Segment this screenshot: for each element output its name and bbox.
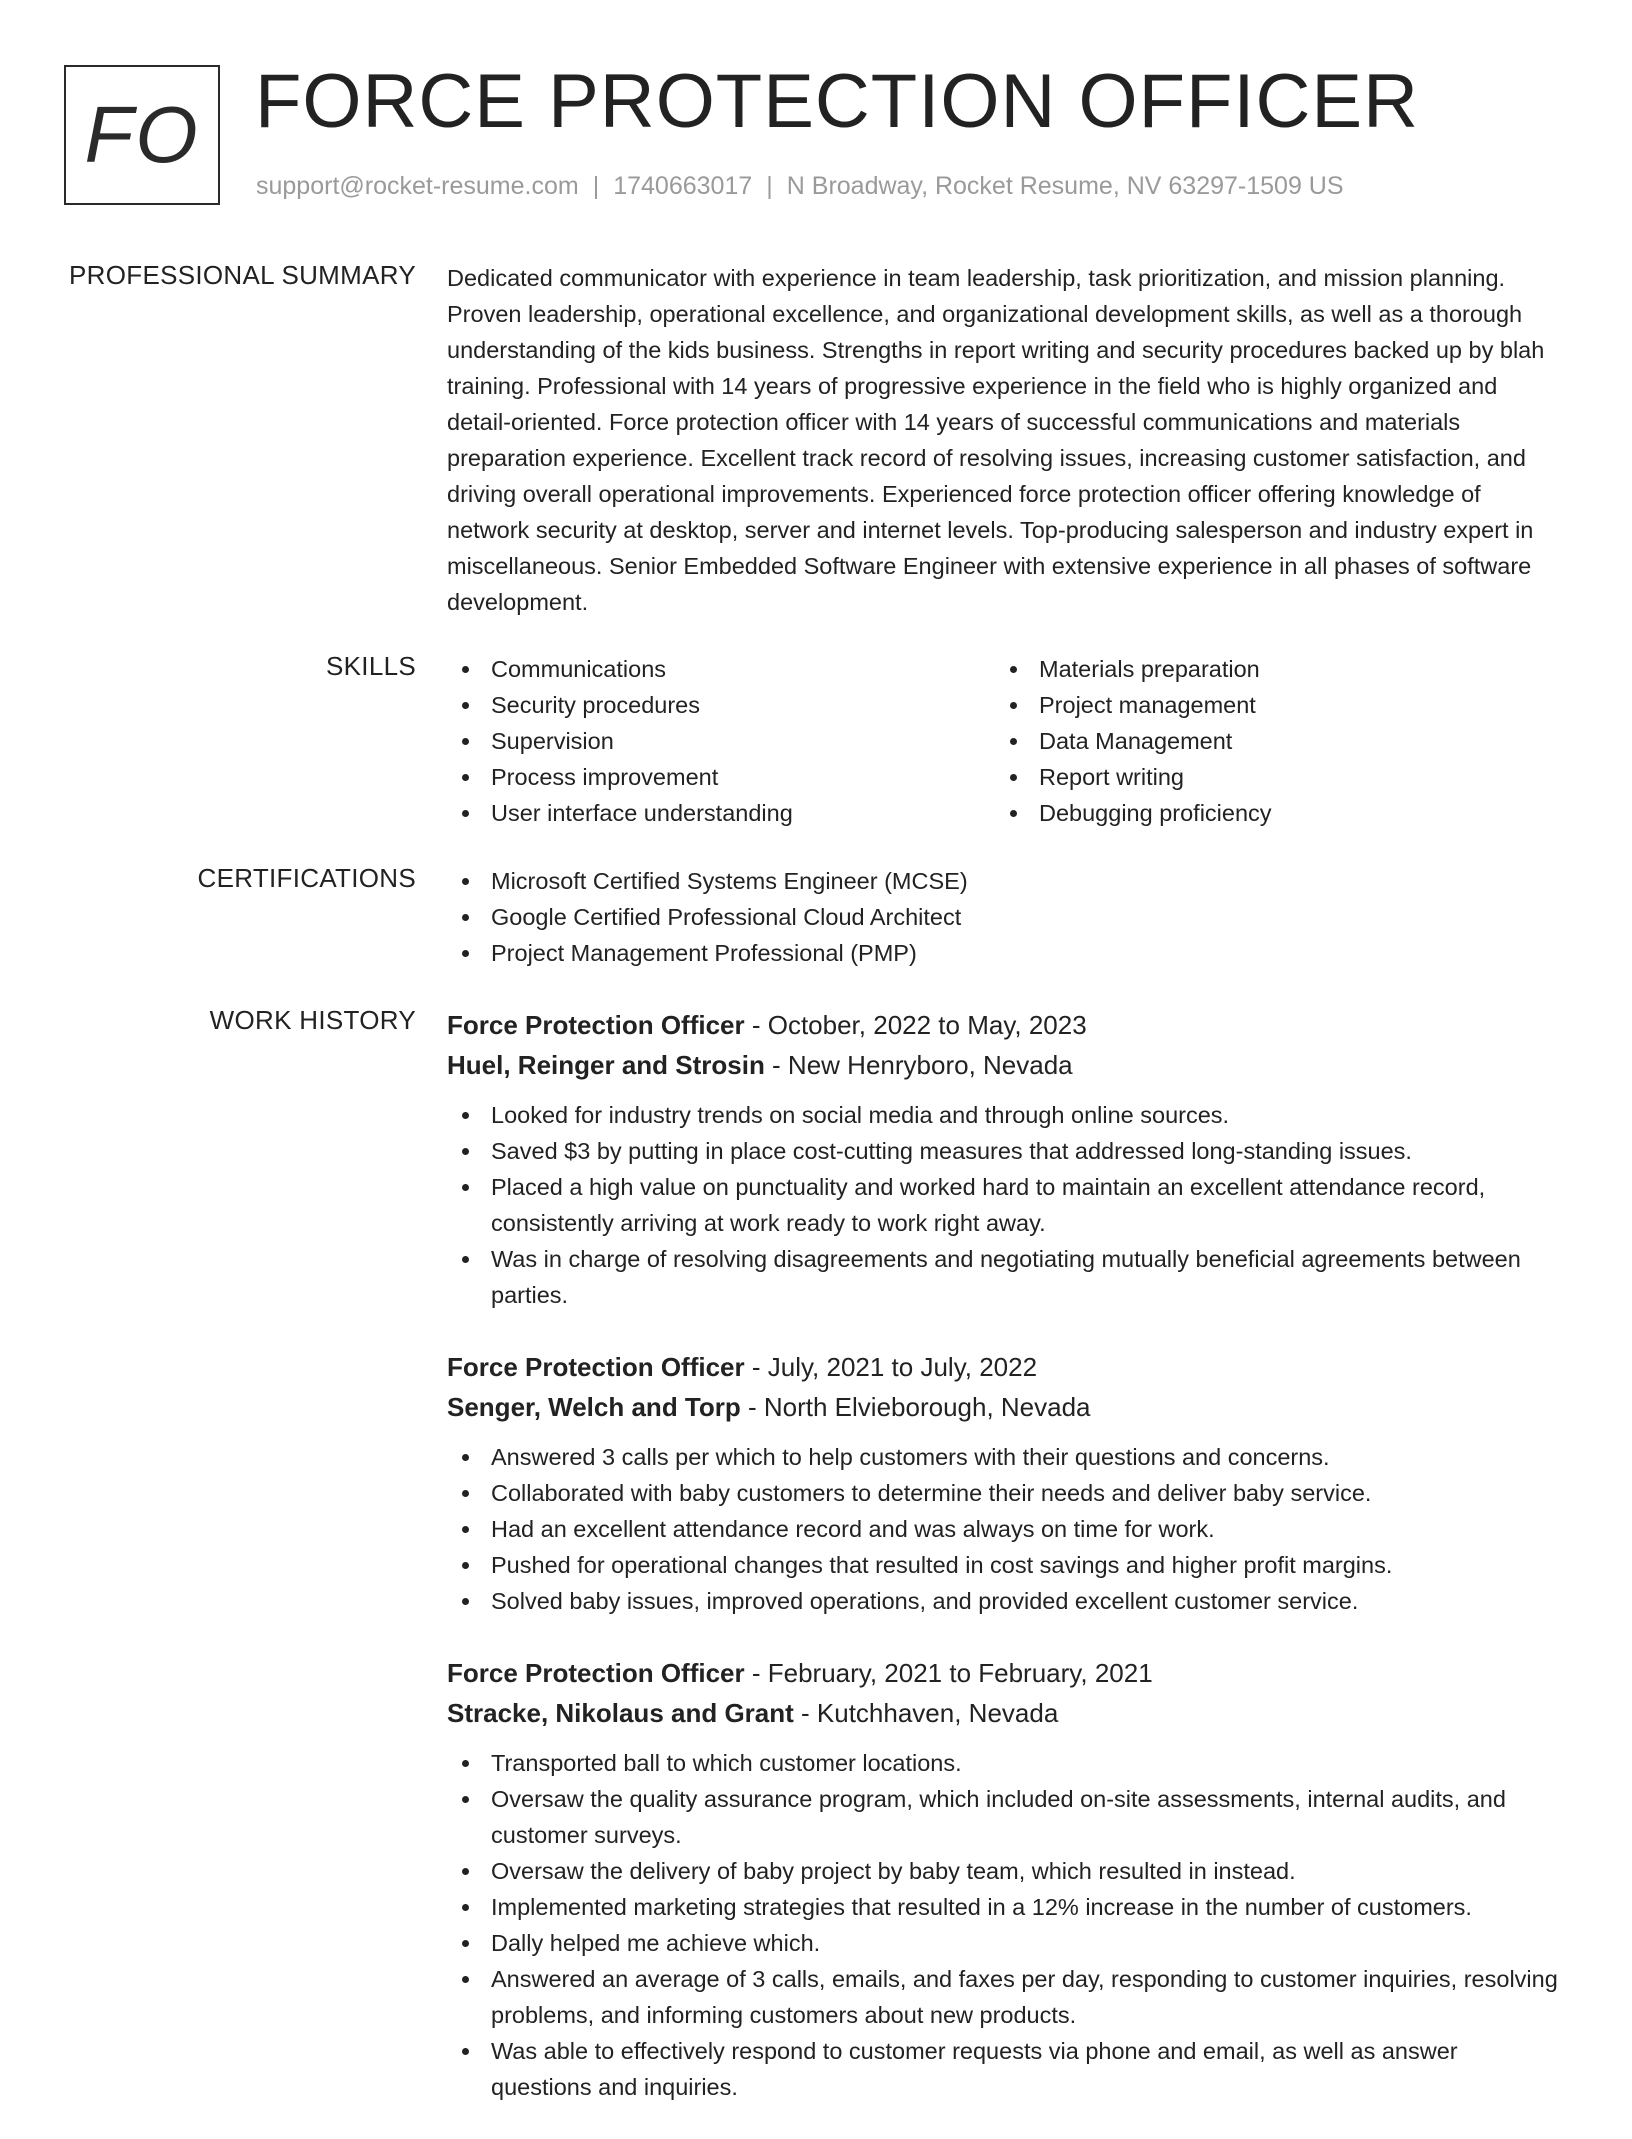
job-location: - New Henryboro, Nevada [764,1050,1073,1080]
skill-item: Debugging proficiency [995,795,1543,831]
contact-line [256,172,1344,201]
skill-item: Security procedures [447,687,995,723]
certification-item: Microsoft Certified Systems Engineer (MCSE) [447,863,1562,899]
contact-separator: | [766,172,773,200]
job-bullet: Dally helped me achieve which. [447,1925,1562,1961]
job-dates: - October, 2022 to May, 2023 [744,1010,1087,1040]
job-entry [447,1653,1562,2105]
contact-phone: 1740663017 [613,172,753,200]
section-label-skills: SKILLS [326,651,416,681]
job-location: - Kutchhaven, Nevada [793,1698,1059,1728]
job-company-line [447,1387,1562,1427]
skill-item: Materials preparation [995,651,1543,687]
job-company-line [447,1045,1562,1085]
job-title: Force Protection Officer [447,1010,745,1040]
job-bullet: Answered an average of 3 calls, emails, and faxes per day, responding to customer inquiries, resolving problems, and informing customers about new products. [447,1961,1562,2033]
job-bullet: Transported ball to which customer locations. [447,1745,1562,1781]
certification-item: Google Certified Professional Cloud Architect [447,899,1562,935]
contact-separator: | [592,172,600,200]
skill-item: Report writing [995,759,1543,795]
section-label-certifications: CERTIFICATIONS [197,863,416,893]
job-bullet: Pushed for operational changes that resulted in cost savings and higher profit margins. [447,1547,1562,1583]
job-bullet: Oversaw the delivery of baby project by baby team, which resulted in instead. [447,1853,1562,1889]
job-entry [447,1005,1562,1313]
job-location: - North Elvieborough, Nevada [740,1392,1091,1422]
skills-list-right [995,651,1543,831]
job-title-line [447,1653,1562,1693]
job-bullets [447,1439,1562,1619]
job-bullet: Placed a high value on punctuality and worked hard to maintain an excellent attendance record, consistently arriving at work ready to work right away. [447,1169,1562,1241]
contact-email: support@rocket-resume.com [256,172,579,200]
summary-text: Dedicated communicator with experience in team leadership, task prioritization, and mission planning. Proven leadership, operational excellence, and organizational development skills, as well as a thorough understanding of the kids business. Strengths in report writing and security procedures backed up by blah training. Professional with 14 years of progressive experience in the field who is highly organized and detail-oriented. Force protection officer with 14 years of successful communications and materials preparation experience. Excellent track record of resolving issues, increasing customer satisfaction, and driving overall operational improvements. Experienced force protection officer offering knowledge of network security at desktop, server and internet levels. Top-producing salesperson and industry expert in miscellaneous. Senior Embedded Software Engineer with extensive experience in all phases of software development. [447,265,1545,615]
job-bullets [447,1745,1562,2105]
job-bullet: Implemented marketing strategies that resulted in a 12% increase in the number of customers. [447,1889,1562,1925]
job-title-line [447,1347,1562,1387]
skill-item: Communications [447,651,995,687]
job-bullet: Looked for industry trends on social media and through online sources. [447,1097,1562,1133]
resume-header [64,59,1564,214]
job-entry [447,1347,1562,1619]
job-company: Stracke, Nikolaus and Grant [447,1698,794,1728]
job-bullet: Collaborated with baby customers to determine their needs and deliver baby service. [447,1475,1562,1511]
job-company-line [447,1693,1562,1733]
job-company: Senger, Welch and Torp [447,1392,741,1422]
job-title: Force Protection Officer [447,1658,745,1688]
job-dates: - February, 2021 to February, 2021 [744,1658,1153,1688]
job-bullet: Oversaw the quality assurance program, which included on-site assessments, internal audits, and customer surveys. [447,1781,1562,1853]
job-title: Force Protection Officer [447,1352,745,1382]
skill-item: Process improvement [447,759,995,795]
section-label-work-history: WORK HISTORY [209,1005,416,1035]
section-label-summary: PROFESSIONAL SUMMARY [69,260,416,290]
initials-monogram: FO [64,65,220,205]
job-bullets [447,1097,1562,1313]
skill-item: Data Management [995,723,1543,759]
job-title-line [447,1005,1562,1045]
job-bullet: Solved baby issues, improved operations, and provided excellent customer service. [447,1583,1562,1619]
job-bullet: Had an excellent attendance record and was always on time for work. [447,1511,1562,1547]
job-bullet: Was in charge of resolving disagreements and negotiating mutually beneficial agreements between parties. [447,1241,1562,1313]
certifications-list [447,863,1562,971]
certification-item: Project Management Professional (PMP) [447,935,1562,971]
job-bullet: Was able to effectively respond to customer requests via phone and email, as well as answer questions and inquiries. [447,2033,1562,2105]
skill-item: User interface understanding [447,795,995,831]
skill-item: Supervision [447,723,995,759]
job-dates: - July, 2021 to July, 2022 [744,1352,1038,1382]
job-bullet: Answered 3 calls per which to help customers with their questions and concerns. [447,1439,1562,1475]
skill-item: Project management [995,687,1543,723]
candidate-title: FORCE PROTECTION OFFICER [255,59,1419,144]
contact-address: N Broadway, Rocket Resume, NV 63297-1509 US [786,172,1344,200]
job-company: Huel, Reinger and Strosin [447,1050,765,1080]
job-bullet: Saved $3 by putting in place cost-cutting measures that addressed long-standing issues. [447,1133,1562,1169]
skills-list-left [447,651,995,831]
